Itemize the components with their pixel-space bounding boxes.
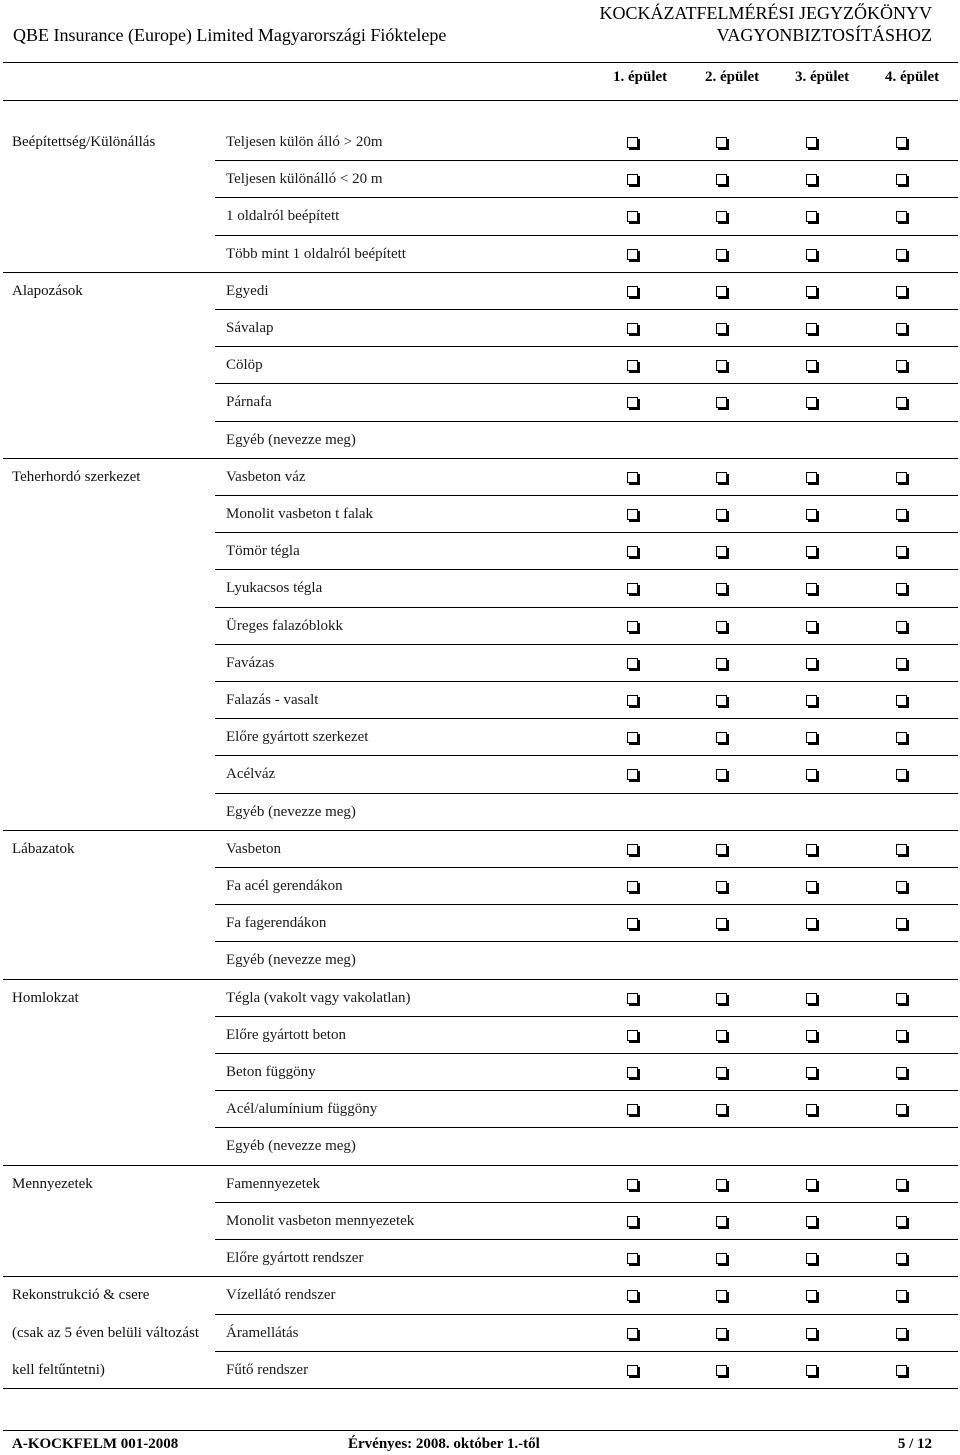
checkbox-building-2[interactable] xyxy=(716,732,727,743)
row-item-label: Lyukacsos tégla xyxy=(226,580,323,597)
form-row xyxy=(0,273,960,310)
row-item-label: Fa fagerendákon xyxy=(226,915,327,932)
form-row xyxy=(0,459,960,496)
form-row xyxy=(0,1315,960,1352)
group-label: Beépítettség/Különállás xyxy=(12,134,156,150)
checkbox-building-2[interactable] xyxy=(716,769,727,780)
checkbox-building-2[interactable] xyxy=(716,918,727,929)
form-row xyxy=(0,310,960,347)
checkbox-building-2[interactable] xyxy=(716,472,727,483)
row-item-label: Beton függöny xyxy=(226,1064,316,1081)
form-row xyxy=(0,608,960,645)
form-row xyxy=(0,794,960,831)
column-header-building-1: 1. épület xyxy=(613,69,668,85)
checkbox-building-4[interactable] xyxy=(896,509,907,520)
group-label: Rekonstrukció & csere xyxy=(12,1287,150,1304)
checkbox-building-4[interactable] xyxy=(896,621,907,632)
checkbox-building-3[interactable] xyxy=(806,1253,817,1264)
row-item-label: Vasbeton váz xyxy=(226,468,306,485)
checkbox-building-2[interactable] xyxy=(716,211,727,222)
checkbox-building-1[interactable] xyxy=(627,1104,638,1115)
checkbox-building-3[interactable] xyxy=(806,1104,817,1115)
checkbox-building-3[interactable] xyxy=(806,509,817,520)
form-row xyxy=(0,980,960,1017)
checkbox-building-3[interactable] xyxy=(806,249,817,260)
checkbox-building-1[interactable] xyxy=(627,844,638,855)
checkbox-building-4[interactable] xyxy=(896,546,907,557)
checkbox-building-1[interactable] xyxy=(627,881,638,892)
row-item-label: Favázas xyxy=(226,654,275,671)
row-item-label: Fa acél gerendákon xyxy=(226,878,343,895)
checkbox-building-4[interactable] xyxy=(896,1179,907,1190)
checkbox-building-2[interactable] xyxy=(716,1290,727,1301)
checkbox-building-3[interactable] xyxy=(806,881,817,892)
checkbox-building-1[interactable] xyxy=(627,695,638,706)
row-item-label: Vízellátó rendszer xyxy=(226,1287,336,1304)
checkbox-building-3[interactable] xyxy=(806,211,817,222)
row-item-label: Egyéb (nevezze meg) xyxy=(226,431,356,448)
form-row xyxy=(0,496,960,533)
checkbox-building-1[interactable] xyxy=(627,397,638,408)
form-row xyxy=(0,905,960,942)
checkbox-building-4[interactable] xyxy=(896,918,907,929)
checkbox-building-4[interactable] xyxy=(896,249,907,260)
checkbox-building-3[interactable] xyxy=(806,546,817,557)
checkbox-building-2[interactable] xyxy=(716,360,727,371)
form-row xyxy=(0,719,960,756)
form-row xyxy=(0,942,960,979)
checkbox-building-3[interactable] xyxy=(806,1030,817,1041)
group-label: Mennyezetek xyxy=(12,1175,93,1192)
row-item-label: Tégla (vakolt vagy vakolatlan) xyxy=(226,989,411,1006)
form-row xyxy=(0,1091,960,1128)
checkbox-building-1[interactable] xyxy=(627,1030,638,1041)
checkbox-building-4[interactable] xyxy=(896,174,907,185)
row-item-label: Tömör tégla xyxy=(226,543,300,560)
checkbox-building-1[interactable] xyxy=(627,211,638,222)
checkbox-building-3[interactable] xyxy=(806,1290,817,1301)
checkbox-building-1[interactable] xyxy=(627,323,638,334)
form-row xyxy=(0,198,960,235)
form-row xyxy=(0,1128,960,1165)
row-item-label: Több mint 1 oldalról beépített xyxy=(226,245,406,262)
form-row xyxy=(0,570,960,607)
checkbox-building-3[interactable] xyxy=(806,472,817,483)
checkbox-building-1[interactable] xyxy=(627,137,638,148)
checkbox-building-3[interactable] xyxy=(806,360,817,371)
checkbox-building-3[interactable] xyxy=(806,1067,817,1078)
checkbox-building-3[interactable] xyxy=(806,621,817,632)
row-item-label: Famennyezetek xyxy=(226,1175,321,1192)
checkbox-building-4[interactable] xyxy=(896,881,907,892)
column-header-building-3: 3. épület xyxy=(795,69,850,85)
checkbox-building-3[interactable] xyxy=(806,397,817,408)
group-label: Teherhordó szerkezet xyxy=(12,468,141,485)
checkbox-building-2[interactable] xyxy=(716,1328,727,1339)
checkbox-building-4[interactable] xyxy=(896,695,907,706)
row-item-label: Teljesen külön álló > 20m xyxy=(226,134,383,150)
checkbox-building-1[interactable] xyxy=(627,1067,638,1078)
checkbox-building-4[interactable] xyxy=(896,844,907,855)
checkbox-building-3[interactable] xyxy=(806,695,817,706)
form-row xyxy=(0,1203,960,1240)
checkbox-building-2[interactable] xyxy=(716,397,727,408)
checkbox-building-2[interactable] xyxy=(716,286,727,297)
row-item-label: Teljesen különálló < 20 m xyxy=(226,171,383,188)
row-item-label: Előre gyártott beton xyxy=(226,1026,346,1043)
row-item-label: Előre gyártott rendszer xyxy=(226,1250,364,1267)
row-item-label: Előre gyártott szerkezet xyxy=(226,729,369,746)
checkbox-building-2[interactable] xyxy=(716,844,727,855)
document-title: KOCKÁZATFELMÉRÉSI JEGYZŐKÖNYV xyxy=(599,3,932,23)
checkbox-building-1[interactable] xyxy=(627,249,638,260)
checkbox-building-4[interactable] xyxy=(896,397,907,408)
checkbox-building-4[interactable] xyxy=(896,1253,907,1264)
row-item-label: Fűtő rendszer xyxy=(226,1361,309,1378)
checkbox-building-1[interactable] xyxy=(627,472,638,483)
checkbox-building-3[interactable] xyxy=(806,1216,817,1227)
header-divider xyxy=(3,62,958,63)
checkbox-building-3[interactable] xyxy=(806,1365,817,1376)
checkbox-building-2[interactable] xyxy=(716,249,727,260)
checkbox-building-1[interactable] xyxy=(627,621,638,632)
checkbox-building-1[interactable] xyxy=(627,1365,638,1376)
row-item-label: Egyéb (nevezze meg) xyxy=(226,1138,356,1155)
checkbox-building-1[interactable] xyxy=(627,1253,638,1264)
checkbox-building-4[interactable] xyxy=(896,1030,907,1041)
checkbox-building-3[interactable] xyxy=(806,174,817,185)
row-item-label: Áramellátás xyxy=(226,1324,299,1341)
checkbox-building-4[interactable] xyxy=(896,1067,907,1078)
group-label: Alapozások xyxy=(12,282,83,299)
checkbox-building-2[interactable] xyxy=(716,621,727,632)
checkbox-building-2[interactable] xyxy=(716,1216,727,1227)
checkbox-building-2[interactable] xyxy=(716,174,727,185)
checkbox-building-2[interactable] xyxy=(716,658,727,669)
checkbox-building-4[interactable] xyxy=(896,658,907,669)
row-item-label: Párnafa xyxy=(226,394,272,411)
checkbox-building-3[interactable] xyxy=(806,658,817,669)
row-item-label: Monolit vasbeton mennyezetek xyxy=(226,1212,415,1229)
row-item-label: Egyéb (nevezze meg) xyxy=(226,952,356,969)
checkbox-building-3[interactable] xyxy=(806,993,817,1004)
checkbox-building-4[interactable] xyxy=(896,1328,907,1339)
row-divider xyxy=(3,1388,958,1389)
column-header-building-4: 4. épület xyxy=(885,69,940,85)
checkbox-building-4[interactable] xyxy=(896,1216,907,1227)
checkbox-building-1[interactable] xyxy=(627,1179,638,1190)
row-item-label: Monolit vasbeton t falak xyxy=(226,506,374,523)
checkbox-building-1[interactable] xyxy=(627,286,638,297)
checkbox-building-2[interactable] xyxy=(716,695,727,706)
form-row xyxy=(0,1240,960,1277)
checkbox-building-2[interactable] xyxy=(716,1179,727,1190)
form-row xyxy=(0,682,960,719)
checkbox-building-2[interactable] xyxy=(716,137,727,148)
checkbox-building-4[interactable] xyxy=(896,1290,907,1301)
checkbox-building-1[interactable] xyxy=(627,1216,638,1227)
checkbox-building-2[interactable] xyxy=(716,1067,727,1078)
group-label: Homlokzat xyxy=(12,989,79,1006)
column-header-divider xyxy=(3,100,958,101)
form-row xyxy=(0,1277,960,1314)
group-label: kell feltűntetni) xyxy=(12,1361,105,1378)
checkbox-building-2[interactable] xyxy=(716,993,727,1004)
checkbox-building-4[interactable] xyxy=(896,137,907,148)
checkbox-building-1[interactable] xyxy=(627,732,638,743)
checkbox-building-2[interactable] xyxy=(716,583,727,594)
company-name: QBE Insurance (Europe) Limited Magyarországi Fióktelepe xyxy=(13,25,447,45)
row-item-label: Acélváz xyxy=(226,766,276,783)
checkbox-building-3[interactable] xyxy=(806,918,817,929)
checkbox-building-1[interactable] xyxy=(627,546,638,557)
checkbox-building-4[interactable] xyxy=(896,472,907,483)
footer-divider xyxy=(3,1430,958,1431)
row-item-label: Vasbeton xyxy=(226,840,281,857)
form-row xyxy=(0,124,960,161)
row-item-label: 1 oldalról beépített xyxy=(226,208,340,225)
checkbox-building-3[interactable] xyxy=(806,1179,817,1190)
checkbox-building-3[interactable] xyxy=(806,286,817,297)
checkbox-building-1[interactable] xyxy=(627,658,638,669)
checkbox-building-2[interactable] xyxy=(716,323,727,334)
form-row xyxy=(0,868,960,905)
checkbox-building-1[interactable] xyxy=(627,918,638,929)
column-header-building-2: 2. épület xyxy=(705,69,760,85)
assessment-table xyxy=(0,124,960,1389)
checkbox-building-1[interactable] xyxy=(627,509,638,520)
checkbox-building-4[interactable] xyxy=(896,360,907,371)
row-item-label: Üreges falazóblokk xyxy=(226,617,344,634)
form-row xyxy=(0,533,960,570)
form-row xyxy=(0,1166,960,1203)
row-item-label: Cölöp xyxy=(226,357,263,374)
form-row xyxy=(0,161,960,198)
checkbox-building-1[interactable] xyxy=(627,360,638,371)
form-row xyxy=(0,1352,960,1389)
checkbox-building-1[interactable] xyxy=(627,769,638,780)
checkbox-building-3[interactable] xyxy=(806,844,817,855)
validity-date: Érvényes: 2008. október 1.-től xyxy=(348,1436,540,1452)
checkbox-building-2[interactable] xyxy=(716,1365,727,1376)
form-row xyxy=(0,756,960,793)
form-row xyxy=(0,831,960,868)
checkbox-building-3[interactable] xyxy=(806,769,817,780)
form-row xyxy=(0,645,960,682)
checkbox-building-2[interactable] xyxy=(716,1104,727,1115)
checkbox-building-4[interactable] xyxy=(896,286,907,297)
checkbox-building-4[interactable] xyxy=(896,583,907,594)
group-label: (csak az 5 éven belüli változást xyxy=(12,1324,200,1341)
checkbox-building-4[interactable] xyxy=(896,732,907,743)
checkbox-building-3[interactable] xyxy=(806,137,817,148)
checkbox-building-4[interactable] xyxy=(896,211,907,222)
document-code: A-KOCKFELM 001-2008 xyxy=(12,1436,179,1452)
group-label: Lábazatok xyxy=(12,840,75,857)
checkbox-building-1[interactable] xyxy=(627,1290,638,1301)
checkbox-building-4[interactable] xyxy=(896,1104,907,1115)
page-number: 5 / 12 xyxy=(897,1436,932,1452)
checkbox-building-1[interactable] xyxy=(627,993,638,1004)
checkbox-building-2[interactable] xyxy=(716,509,727,520)
checkbox-building-4[interactable] xyxy=(896,769,907,780)
checkbox-building-1[interactable] xyxy=(627,1328,638,1339)
row-item-label: Egyéb (nevezze meg) xyxy=(226,803,356,820)
row-item-label: Acél/alumínium függöny xyxy=(226,1101,378,1118)
checkbox-building-3[interactable] xyxy=(806,583,817,594)
checkbox-building-2[interactable] xyxy=(716,1030,727,1041)
row-item-label: Egyedi xyxy=(226,282,269,299)
form-row xyxy=(0,384,960,421)
checkbox-building-1[interactable] xyxy=(627,174,638,185)
checkbox-building-2[interactable] xyxy=(716,1253,727,1264)
row-item-label: Falazás - vasalt xyxy=(226,692,319,709)
checkbox-building-2[interactable] xyxy=(716,881,727,892)
checkbox-building-4[interactable] xyxy=(896,1365,907,1376)
row-item-label: Sávalap xyxy=(226,320,274,337)
form-row xyxy=(0,422,960,459)
checkbox-building-2[interactable] xyxy=(716,546,727,557)
checkbox-building-4[interactable] xyxy=(896,993,907,1004)
document-subtitle: VAGYONBIZTOSÍTÁSHOZ xyxy=(716,25,932,45)
form-row xyxy=(0,1054,960,1091)
checkbox-building-3[interactable] xyxy=(806,323,817,334)
checkbox-building-4[interactable] xyxy=(896,323,907,334)
checkbox-building-1[interactable] xyxy=(627,583,638,594)
checkbox-building-3[interactable] xyxy=(806,1328,817,1339)
form-row xyxy=(0,1017,960,1054)
form-row xyxy=(0,236,960,273)
checkbox-building-3[interactable] xyxy=(806,732,817,743)
form-row xyxy=(0,347,960,384)
